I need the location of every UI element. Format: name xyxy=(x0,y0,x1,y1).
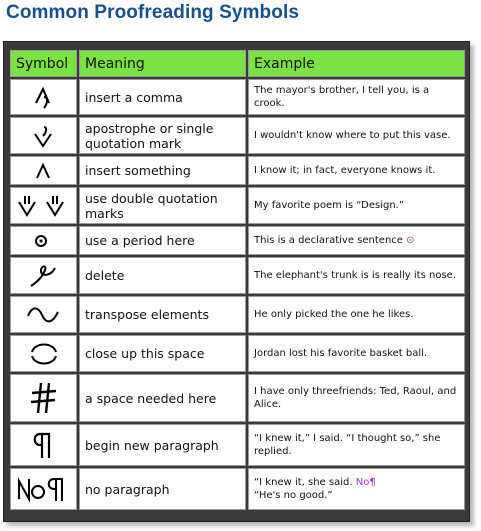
transpose-icon xyxy=(24,302,64,328)
table-row xyxy=(10,226,465,255)
table-row xyxy=(10,296,465,333)
double-quote-caret-icon xyxy=(16,192,72,220)
table-row xyxy=(10,335,465,372)
apostrophe-caret-icon xyxy=(29,122,59,150)
period-mark: ⊙ xyxy=(406,235,415,246)
symbol-cell xyxy=(10,468,77,510)
example-cell: The mayor's brother, I tell you, is a crook. xyxy=(248,79,465,115)
table-row xyxy=(10,117,465,154)
header-symbol: Symbol xyxy=(10,50,77,77)
meaning-cell: apostrophe or single quotation mark xyxy=(79,117,246,154)
table-row xyxy=(10,468,465,510)
meaning-cell: transpose elements xyxy=(79,296,246,333)
symbol-cell xyxy=(10,424,77,466)
example-cell: I know it; in fact, everyone knows it. xyxy=(248,156,465,185)
example-cell: My favorite poem is “Design.” xyxy=(248,187,465,224)
meaning-cell: use a period here xyxy=(79,226,246,255)
meaning-cell: insert a comma xyxy=(79,79,246,115)
meaning-cell: a space needed here xyxy=(79,374,246,422)
symbol-cell xyxy=(10,156,77,185)
meaning-cell: delete xyxy=(79,257,246,294)
example-line-2: “He's no good.” xyxy=(254,490,333,501)
meaning-cell: insert something xyxy=(79,156,246,185)
table-row xyxy=(10,257,465,294)
table-row xyxy=(10,424,465,466)
example-cell: I have only threefriends: Ted, Raoul, and Alice. xyxy=(248,374,465,422)
table-row xyxy=(10,187,465,224)
symbol-cell xyxy=(10,187,77,224)
meaning-cell: no paragraph xyxy=(79,468,246,510)
example-cell xyxy=(248,226,465,255)
example-cell: I wouldn't know where to put this vase. xyxy=(248,117,465,154)
no-paragraph-icon xyxy=(16,473,72,505)
page-title: Common Proofreading Symbols xyxy=(6,2,300,23)
table-header-row xyxy=(10,50,465,77)
symbols-table-frame xyxy=(3,41,470,522)
meaning-cell: use double quotation marks xyxy=(79,187,246,224)
symbol-cell xyxy=(10,374,77,422)
header-meaning: Meaning xyxy=(79,50,246,77)
example-cell: He only picked the one he likes. xyxy=(248,296,465,333)
table-row xyxy=(10,156,465,185)
caret-icon xyxy=(29,160,59,182)
circled-period-icon xyxy=(29,230,59,252)
symbol-cell xyxy=(10,79,77,115)
space-hash-icon xyxy=(27,380,61,416)
symbol-cell xyxy=(10,257,77,294)
header-example: Example xyxy=(248,50,465,77)
example-cell xyxy=(248,468,465,510)
delete-mark-icon xyxy=(27,262,61,290)
example-line-1: “I knew it, she said. xyxy=(254,477,353,488)
paragraph-icon xyxy=(29,429,59,461)
example-cell: Jordan lost his favorite basket ball. xyxy=(248,335,465,372)
example-cell: “I knew it,” I said. “I thought so,” she replied. xyxy=(248,424,465,466)
table-row xyxy=(10,79,465,115)
meaning-cell: close up this space xyxy=(79,335,246,372)
symbol-cell xyxy=(10,335,77,372)
symbol-cell xyxy=(10,296,77,333)
comma-caret-icon xyxy=(29,83,59,111)
close-up-icon xyxy=(27,340,61,368)
no-paragraph-mark: No¶ xyxy=(355,477,376,488)
symbol-cell xyxy=(10,226,77,255)
meaning-cell: begin new paragraph xyxy=(79,424,246,466)
example-cell: The elephant's trunk is is really its nose. xyxy=(248,257,465,294)
table-row xyxy=(10,374,465,422)
example-text: This is a declarative sentence xyxy=(254,235,403,246)
symbol-cell xyxy=(10,117,77,154)
proofreading-symbols-table xyxy=(8,48,467,512)
